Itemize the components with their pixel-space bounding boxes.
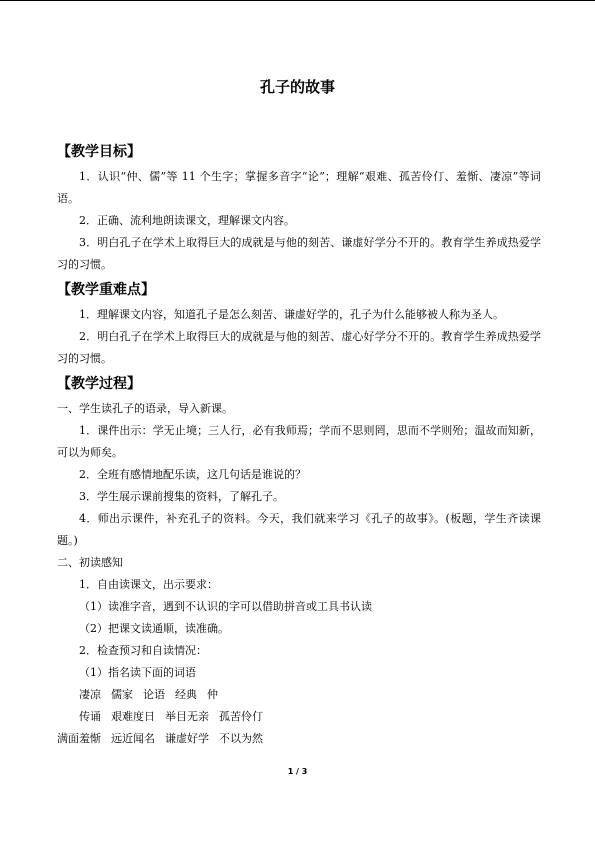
- section-heading-key-points: 【教学重难点】: [57, 282, 155, 298]
- key-point-item: 2．明白孔子在学术上取得巨大的成就是与他的刻苦、虚心好学分不开的。教育学生养成热爱学习的习惯。: [57, 330, 541, 365]
- vocab-word: 儒家: [111, 688, 133, 701]
- process-step-title: 一、学生读孔子的语录，导入新课。: [57, 402, 233, 415]
- vocab-word: 远近闻名: [111, 732, 155, 745]
- check-item: （1）指名读下面的词语: [79, 666, 196, 679]
- vocab-word: 传诵: [79, 710, 101, 723]
- requirement-item: （1）读准字音，遇到不认识的字可以借助拼音或工具书认读: [79, 600, 372, 613]
- top-rule: [0, 0, 595, 1]
- process-subitem: 1．自由读课文，出示要求：: [79, 578, 218, 591]
- process-item: 1．课件出示：学无止境；三人行，必有我师焉；学而不思则罔，思而不学则殆；温故而知新，可以为师矣。: [57, 424, 541, 459]
- page-title: 孔子的故事: [259, 78, 335, 96]
- process-subitem: 2．检查预习和自读情况：: [79, 644, 207, 657]
- key-point-item: 1．理解课文内容，知道孔子是怎么刻苦、谦虚好学的，孔子为什么能够被人称为圣人。: [79, 308, 504, 321]
- vocab-word: 不以为然: [219, 732, 263, 745]
- section-heading-process: 【教学过程】: [57, 376, 141, 392]
- goal-item: 3．明白孔子在学术上取得巨大的成就是与他的刻苦、谦虚好学分不开的。教育学生养成热爱学习的习惯。: [57, 236, 541, 271]
- word-list-row: [57, 706, 541, 728]
- goal-item: 2．正确、流利地朗读课文，理解课文内容。: [79, 214, 295, 227]
- vocab-word: 仲: [207, 688, 218, 701]
- process-item: 3．学生展示课前搜集的资料，了解孔子。: [79, 490, 284, 503]
- section-heading-goals: 【教学目标】: [57, 144, 141, 160]
- page-number: 1 / 3: [287, 767, 308, 776]
- vocab-word: 经典: [175, 688, 197, 701]
- vocab-word: 满面羞惭: [57, 732, 101, 745]
- vocab-word: 凄凉: [79, 688, 101, 701]
- requirement-item: （2）把课文读通顺，读准确。: [79, 622, 229, 635]
- vocab-word: 论语: [143, 688, 165, 701]
- goal-item: 1．认识“仲、儒”等 11 个生字；掌握多音字“论”；理解“艰难、孤苦伶仃、羞惭、凄凉”等词语。: [57, 170, 541, 205]
- vocab-word: 谦虚好学: [165, 732, 209, 745]
- vocab-word: 举目无亲: [165, 710, 209, 723]
- word-list-row: [57, 684, 541, 706]
- process-item: 2．全班有感情地配乐读，这几句话是谁说的？: [79, 468, 306, 481]
- process-item: 4．师出示课件，补充孔子的资料。今天，我们就来学习《孔子的故事》。(板题，学生齐读课题。): [57, 512, 541, 547]
- document-body: [57, 140, 541, 750]
- word-list-row: [57, 728, 541, 750]
- vocab-word: 艰难度日: [111, 710, 155, 723]
- vocab-word: 孤苦伶仃: [219, 710, 263, 723]
- process-step-title: 二、初读感知: [57, 556, 123, 569]
